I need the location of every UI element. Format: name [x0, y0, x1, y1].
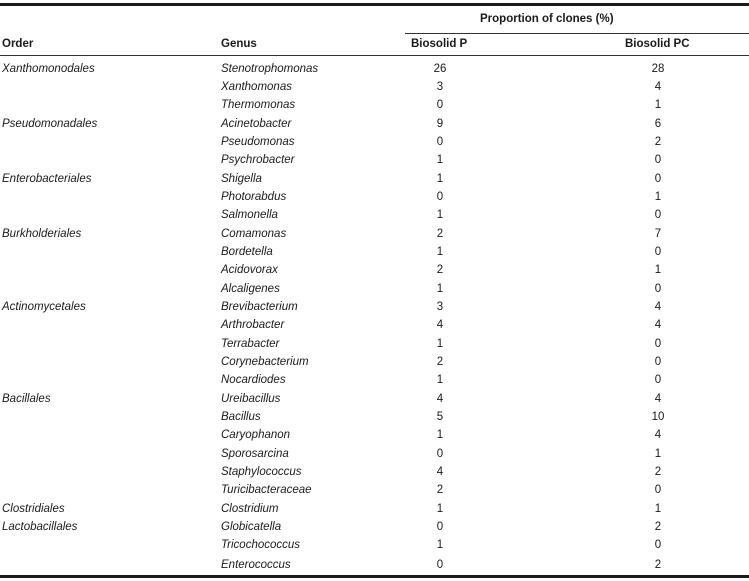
biosolid-pc-cell: 2 [654, 521, 662, 533]
order-cell: Bacillales [2, 393, 51, 405]
biosolid-pc-cell: 4 [654, 393, 662, 405]
genus-cell: Alcaligenes [221, 283, 280, 295]
genus-cell: Arthrobacter [221, 319, 285, 331]
genus-cell: Pseudomonas [221, 136, 295, 148]
genus-cell: Photorabdus [221, 191, 287, 203]
genus-cell: Ureibacillus [221, 393, 281, 405]
biosolid-pc-cell: 0 [654, 484, 662, 496]
table-row [0, 316, 749, 334]
genus-cell: Enterococcus [221, 559, 291, 571]
biosolid-p-cell: 26 [433, 63, 447, 75]
genus-cell: Globicatella [221, 521, 282, 533]
genus-cell: Xanthomonas [221, 81, 292, 93]
genus-cell: Salmonella [221, 209, 278, 221]
table-row [0, 151, 749, 169]
biosolid-p-cell: 1 [436, 338, 444, 350]
genus-cell: Tricochococcus [221, 539, 301, 551]
table-row [0, 500, 749, 518]
biosolid-p-cell: 2 [436, 356, 444, 368]
table-row [0, 518, 749, 536]
genus-cell: Comamonas [221, 228, 287, 240]
biosolid-pc-cell: 4 [654, 429, 662, 441]
biosolid-pc-cell: 0 [654, 246, 662, 258]
biosolid-p-cell: 3 [436, 301, 444, 313]
genus-cell: Bordetella [221, 246, 273, 258]
order-cell: Actinomycetales [2, 301, 86, 313]
table-row [0, 115, 749, 133]
biosolid-p-cell: 4 [436, 466, 444, 478]
table-row [0, 353, 749, 371]
biosolid-pc-cell: 0 [654, 154, 662, 166]
biosolid-p-cell: 3 [436, 81, 444, 93]
genus-cell: Psychrobacter [221, 154, 295, 166]
biosolid-pc-cell: 0 [654, 209, 662, 221]
header-biosolid-p: Biosolid P [411, 38, 468, 50]
genus-cell: Turicibacteraceae [221, 484, 312, 496]
biosolid-pc-cell: 1 [654, 264, 662, 276]
biosolid-p-cell: 9 [436, 118, 444, 130]
biosolid-p-cell: 0 [436, 448, 444, 460]
biosolid-pc-cell: 1 [654, 448, 662, 460]
biosolid-p-cell: 1 [436, 283, 444, 295]
order-cell: Burkholderiales [2, 228, 82, 240]
biosolid-pc-cell: 0 [654, 173, 662, 185]
biosolid-p-cell: 1 [436, 539, 444, 551]
table-row [0, 96, 749, 114]
genus-cell: Bacillus [221, 411, 261, 423]
genus-cell: Brevibacterium [221, 301, 298, 313]
table-row [0, 335, 749, 353]
biosolid-p-cell: 2 [436, 264, 444, 276]
genus-cell: Shigella [221, 173, 262, 185]
biosolid-p-cell: 4 [436, 393, 444, 405]
genus-cell: Clostridium [221, 503, 279, 515]
biosolid-pc-cell: 2 [654, 466, 662, 478]
biosolid-p-cell: 0 [436, 99, 444, 111]
table-row [0, 206, 749, 224]
table-row [0, 390, 749, 408]
table-row [0, 170, 749, 188]
biosolid-p-cell: 1 [436, 209, 444, 221]
biosolid-pc-cell: 0 [654, 283, 662, 295]
order-cell: Enterobacteriales [2, 173, 92, 185]
biosolid-p-cell: 0 [436, 136, 444, 148]
genus-cell: Stenotrophomonas [221, 63, 319, 75]
order-cell: Pseudomonadales [2, 118, 98, 130]
table-row [0, 408, 749, 426]
biosolid-pc-cell: 7 [654, 228, 662, 240]
table-row [0, 481, 749, 499]
table-row [0, 280, 749, 298]
header-order: Order [2, 38, 34, 50]
biosolid-p-cell: 1 [436, 173, 444, 185]
table-row [0, 188, 749, 206]
biosolid-pc-cell: 4 [654, 319, 662, 331]
biosolid-pc-cell: 0 [654, 374, 662, 386]
biosolid-p-cell: 1 [436, 503, 444, 515]
table-row [0, 445, 749, 463]
biosolid-p-cell: 1 [436, 374, 444, 386]
order-cell: Xanthomonodales [2, 63, 95, 75]
table-row [0, 261, 749, 279]
biosolid-pc-cell: 1 [654, 191, 662, 203]
table-row [0, 78, 749, 96]
biosolid-p-cell: 1 [436, 154, 444, 166]
genus-cell: Corynebacterium [221, 356, 309, 368]
table-row [0, 371, 749, 389]
biosolid-p-cell: 2 [436, 228, 444, 240]
biosolid-p-cell: 0 [436, 191, 444, 203]
genus-cell: Terrabacter [221, 338, 280, 350]
biosolid-pc-cell: 0 [654, 356, 662, 368]
order-cell: Lactobacillales [2, 521, 78, 533]
order-cell: Clostridiales [2, 503, 65, 515]
biosolid-pc-cell: 4 [654, 81, 662, 93]
genus-cell: Nocardiodes [221, 374, 286, 386]
table-row [0, 243, 749, 261]
biosolid-p-cell: 2 [436, 484, 444, 496]
table-row [0, 225, 749, 243]
header-genus: Genus [221, 38, 257, 50]
table-bottom-rule [0, 575, 749, 578]
biosolid-pc-cell: 2 [654, 559, 662, 571]
biosolid-p-cell: 1 [436, 429, 444, 441]
biosolid-p-cell: 0 [436, 559, 444, 571]
genus-cell: Sporosarcina [221, 448, 289, 460]
biosolid-pc-cell: 4 [654, 301, 662, 313]
biosolid-pc-cell: 1 [654, 99, 662, 111]
table-row [0, 426, 749, 444]
biosolid-pc-cell: 10 [651, 411, 665, 423]
biosolid-pc-cell: 2 [654, 136, 662, 148]
table-row [0, 133, 749, 151]
biosolid-pc-cell: 0 [654, 539, 662, 551]
genus-cell: Acinetobacter [221, 118, 292, 130]
table-row [0, 60, 749, 78]
biosolid-p-cell: 4 [436, 319, 444, 331]
biosolid-p-cell: 1 [436, 246, 444, 258]
genus-cell: Thermomonas [221, 99, 296, 111]
biosolid-pc-cell: 28 [651, 63, 665, 75]
genus-cell: Acidovorax [221, 264, 278, 276]
biosolid-pc-cell: 6 [654, 118, 662, 130]
table-row [0, 463, 749, 481]
table-row [0, 536, 749, 554]
biosolid-p-cell: 5 [436, 411, 444, 423]
header-proportion-of-clones: Proportion of clones (%) [480, 13, 614, 25]
biosolid-p-cell: 0 [436, 521, 444, 533]
header-biosolid-pc: Biosolid PC [625, 38, 690, 50]
genus-cell: Caryophanon [221, 429, 291, 441]
table-row [0, 298, 749, 316]
genus-cell: Staphylococcus [221, 466, 302, 478]
biosolid-pc-cell: 0 [654, 338, 662, 350]
table-row [0, 556, 749, 574]
biosolid-pc-cell: 1 [654, 503, 662, 515]
